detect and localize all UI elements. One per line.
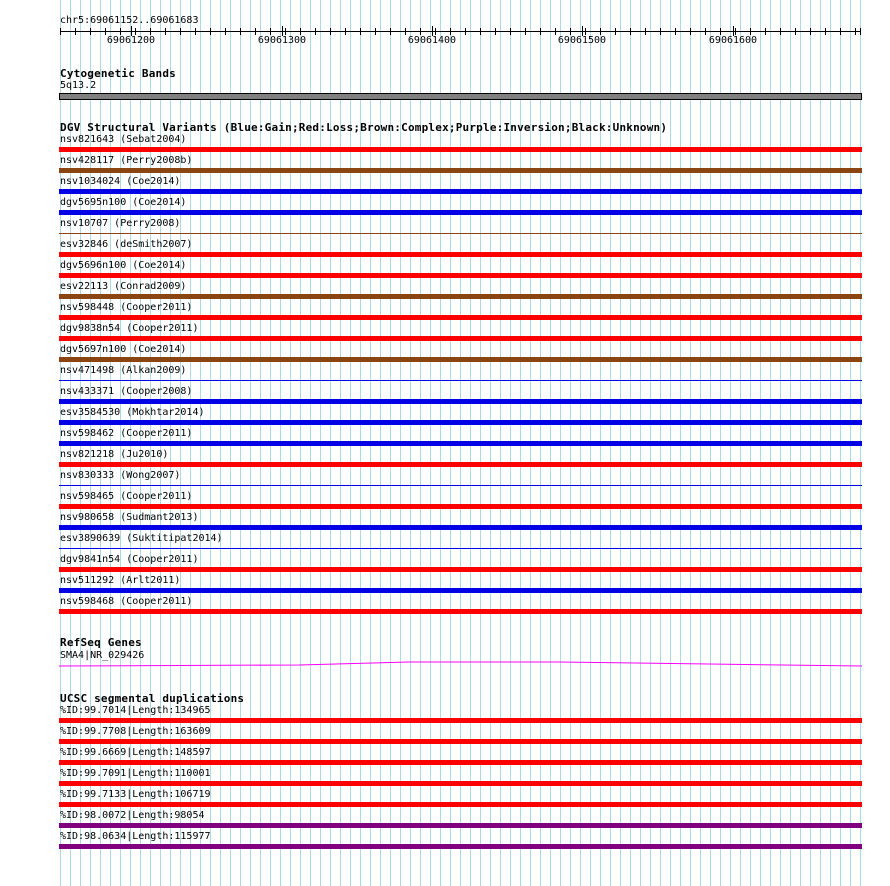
- ruler-minor-tick: [780, 28, 781, 35]
- ruler-minor-tick: [465, 28, 466, 35]
- dgv-variant-bar[interactable]: [59, 609, 862, 614]
- ruler-minor-tick: [855, 28, 856, 35]
- ruler-minor-tick: [720, 28, 721, 35]
- ruler-minor-tick: [90, 28, 91, 35]
- cytoband-bar[interactable]: [59, 93, 862, 100]
- ruler-tick-label: 69061300: [257, 35, 307, 46]
- ruler-tick-label: 69061200: [106, 35, 156, 46]
- dgv-variant-bar[interactable]: [59, 525, 862, 530]
- segdup-label: %ID:99.6669|Length:148597: [60, 747, 211, 758]
- dgv-variant-label: dgv5697n100 (Coe2014): [60, 344, 187, 355]
- ruler-tick-label: 69061600: [708, 35, 758, 46]
- refseq-gene-line[interactable]: [59, 657, 862, 671]
- ruler-minor-tick: [525, 28, 526, 35]
- ruler-minor-tick: [585, 28, 586, 35]
- ruler-minor-tick: [180, 28, 181, 35]
- ruler-tick-label: 69061500: [557, 35, 607, 46]
- dgv-variant-label: esv3890639 (Suktitipat2014): [60, 533, 223, 544]
- ruler-minor-tick: [420, 28, 421, 35]
- ruler-tick-label: 69061400: [407, 35, 457, 46]
- dgv-variant-bar[interactable]: [59, 380, 862, 381]
- segdup-label: %ID:99.7091|Length:110001: [60, 768, 211, 779]
- ruler-minor-tick: [330, 28, 331, 35]
- dgv-variant-bar[interactable]: [59, 548, 862, 549]
- segdup-bar[interactable]: [59, 781, 862, 786]
- ruler-minor-tick: [60, 28, 61, 35]
- ruler-minor-tick: [555, 28, 556, 35]
- ruler-minor-tick: [615, 28, 616, 35]
- dgv-variant-label: esv22113 (Conrad2009): [60, 281, 187, 292]
- ruler-minor-tick: [735, 28, 736, 35]
- dgv-variant-bar[interactable]: [59, 147, 862, 152]
- segdup-label: %ID:98.0072|Length:98054: [60, 810, 205, 821]
- ruler-minor-tick: [225, 28, 226, 35]
- segdup-bar[interactable]: [59, 844, 862, 849]
- ruler-minor-tick: [75, 28, 76, 35]
- refseq-track-title: RefSeq Genes: [60, 636, 142, 649]
- dgv-variant-label: nsv598468 (Cooper2011): [60, 596, 193, 607]
- dgv-variant-label: nsv821643 (Sebat2004): [60, 134, 187, 145]
- dgv-variant-bar[interactable]: [59, 315, 862, 320]
- ruler-minor-tick: [765, 28, 766, 35]
- dgv-variant-label: nsv821218 (Ju2010): [60, 449, 169, 460]
- dgv-variant-label: dgv9838n54 (Cooper2011): [60, 323, 199, 334]
- dgv-variant-label: nsv830333 (Wong2007): [60, 470, 181, 481]
- dgv-variant-label: dgv5695n100 (Coe2014): [60, 197, 187, 208]
- ruler-minor-tick: [570, 28, 571, 35]
- dgv-variant-label: nsv428117 (Perry2008b): [60, 155, 193, 166]
- ruler-position-label: chr5:69061152..69061683: [60, 15, 199, 26]
- dgv-variant-label: nsv598462 (Cooper2011): [60, 428, 193, 439]
- segdup-label: %ID:99.7708|Length:163609: [60, 726, 211, 737]
- ruler-minor-tick: [120, 28, 121, 35]
- ruler-minor-tick: [285, 28, 286, 35]
- dgv-variant-bar[interactable]: [59, 441, 862, 446]
- ruler-minor-tick: [390, 28, 391, 35]
- ruler-minor-tick: [810, 28, 811, 35]
- ruler-minor-tick: [345, 28, 346, 35]
- ruler-minor-tick: [165, 28, 166, 35]
- dgv-variant-label: nsv511292 (Arlt2011): [60, 575, 181, 586]
- segdup-label: %ID:99.7014|Length:134965: [60, 705, 211, 716]
- cytoband-track-title: Cytogenetic Bands: [60, 67, 176, 80]
- dgv-variant-label: nsv1034024 (Coe2014): [60, 176, 181, 187]
- ruler-minor-tick: [360, 28, 361, 35]
- ruler-minor-tick: [510, 28, 511, 35]
- dgv-variant-bar[interactable]: [59, 189, 862, 194]
- dgv-variant-bar[interactable]: [59, 336, 862, 341]
- segdup-bar[interactable]: [59, 760, 862, 765]
- ruler-minor-tick: [690, 28, 691, 35]
- dgv-variant-bar[interactable]: [59, 294, 862, 299]
- ruler-minor-tick: [705, 28, 706, 35]
- dgv-variant-label: nsv980658 (Sudmant2013): [60, 512, 199, 523]
- dgv-variant-label: esv3584530 (Mokhtar2014): [60, 407, 205, 418]
- segdup-bar[interactable]: [59, 802, 862, 807]
- dgv-variant-bar[interactable]: [59, 273, 862, 278]
- ruler-minor-tick: [210, 28, 211, 35]
- ruler-minor-tick: [840, 28, 841, 35]
- dgv-variant-label: nsv598448 (Cooper2011): [60, 302, 193, 313]
- dgv-variant-label: nsv10707 (Perry2008): [60, 218, 181, 229]
- refseq-gene-path: [59, 662, 862, 666]
- segdup-bar[interactable]: [59, 718, 862, 723]
- dgv-variant-label: nsv598465 (Cooper2011): [60, 491, 193, 502]
- ruler-minor-tick: [630, 28, 631, 35]
- dgv-variant-label: esv32846 (deSmith2007): [60, 239, 193, 250]
- ruler-minor-tick: [540, 28, 541, 35]
- ruler-minor-tick: [375, 28, 376, 35]
- dgv-variant-bar[interactable]: [59, 420, 862, 425]
- dgv-variant-bar[interactable]: [59, 233, 862, 234]
- dgv-variant-bar[interactable]: [59, 252, 862, 257]
- segdup-label: %ID:99.7133|Length:106719: [60, 789, 211, 800]
- ruler-minor-tick: [660, 28, 661, 35]
- ruler-minor-tick: [450, 28, 451, 35]
- ruler-minor-tick: [480, 28, 481, 35]
- dgv-variant-label: dgv5696n100 (Coe2014): [60, 260, 187, 271]
- cytoband-label: 5q13.2: [60, 80, 97, 91]
- ruler-minor-tick: [825, 28, 826, 35]
- ruler-minor-tick: [300, 28, 301, 35]
- dgv-variant-label: nsv433371 (Cooper2008): [60, 386, 193, 397]
- dgv-variant-label: dgv9841n54 (Cooper2011): [60, 554, 199, 565]
- segdup-bar[interactable]: [59, 739, 862, 744]
- ruler-minor-tick: [105, 28, 106, 35]
- ruler-minor-tick: [435, 28, 436, 35]
- dgv-variant-bar[interactable]: [59, 399, 862, 404]
- dgv-variant-bar[interactable]: [59, 567, 862, 572]
- ruler-minor-tick: [750, 28, 751, 35]
- ruler-minor-tick: [860, 28, 861, 35]
- ruler-minor-tick: [240, 28, 241, 35]
- dgv-variant-bar[interactable]: [59, 168, 862, 173]
- segdup-track-title: UCSC segmental duplications: [60, 692, 245, 705]
- ruler-minor-tick: [135, 28, 136, 35]
- dgv-variant-bar[interactable]: [59, 462, 862, 467]
- segdup-label: %ID:98.0634|Length:115977: [60, 831, 211, 842]
- dgv-variant-bar[interactable]: [59, 485, 862, 486]
- ruler-minor-tick: [150, 28, 151, 35]
- ruler-minor-tick: [270, 28, 271, 35]
- refseq-gene-label: SMA4|NR_029426: [60, 650, 145, 661]
- dgv-variant-bar[interactable]: [59, 504, 862, 509]
- dgv-variant-bar[interactable]: [59, 588, 862, 593]
- ruler-minor-tick: [795, 28, 796, 35]
- ruler-minor-tick: [495, 28, 496, 35]
- ruler-minor-tick: [675, 28, 676, 35]
- ruler-minor-tick: [255, 28, 256, 35]
- ruler-minor-tick: [195, 28, 196, 35]
- dgv-variant-label: nsv471498 (Alkan2009): [60, 365, 187, 376]
- ruler-minor-tick: [405, 28, 406, 35]
- ruler-minor-tick: [315, 28, 316, 35]
- segdup-bar[interactable]: [59, 823, 862, 828]
- dgv-variant-bar[interactable]: [59, 210, 862, 215]
- dgv-track-title: DGV Structural Variants (Blue:Gain;Red:Loss;Brown:Complex;Purple:Inversion;Black:Unknown): [60, 121, 668, 134]
- dgv-variant-bar[interactable]: [59, 357, 862, 362]
- ruler-minor-tick: [600, 28, 601, 35]
- ruler-minor-tick: [645, 28, 646, 35]
